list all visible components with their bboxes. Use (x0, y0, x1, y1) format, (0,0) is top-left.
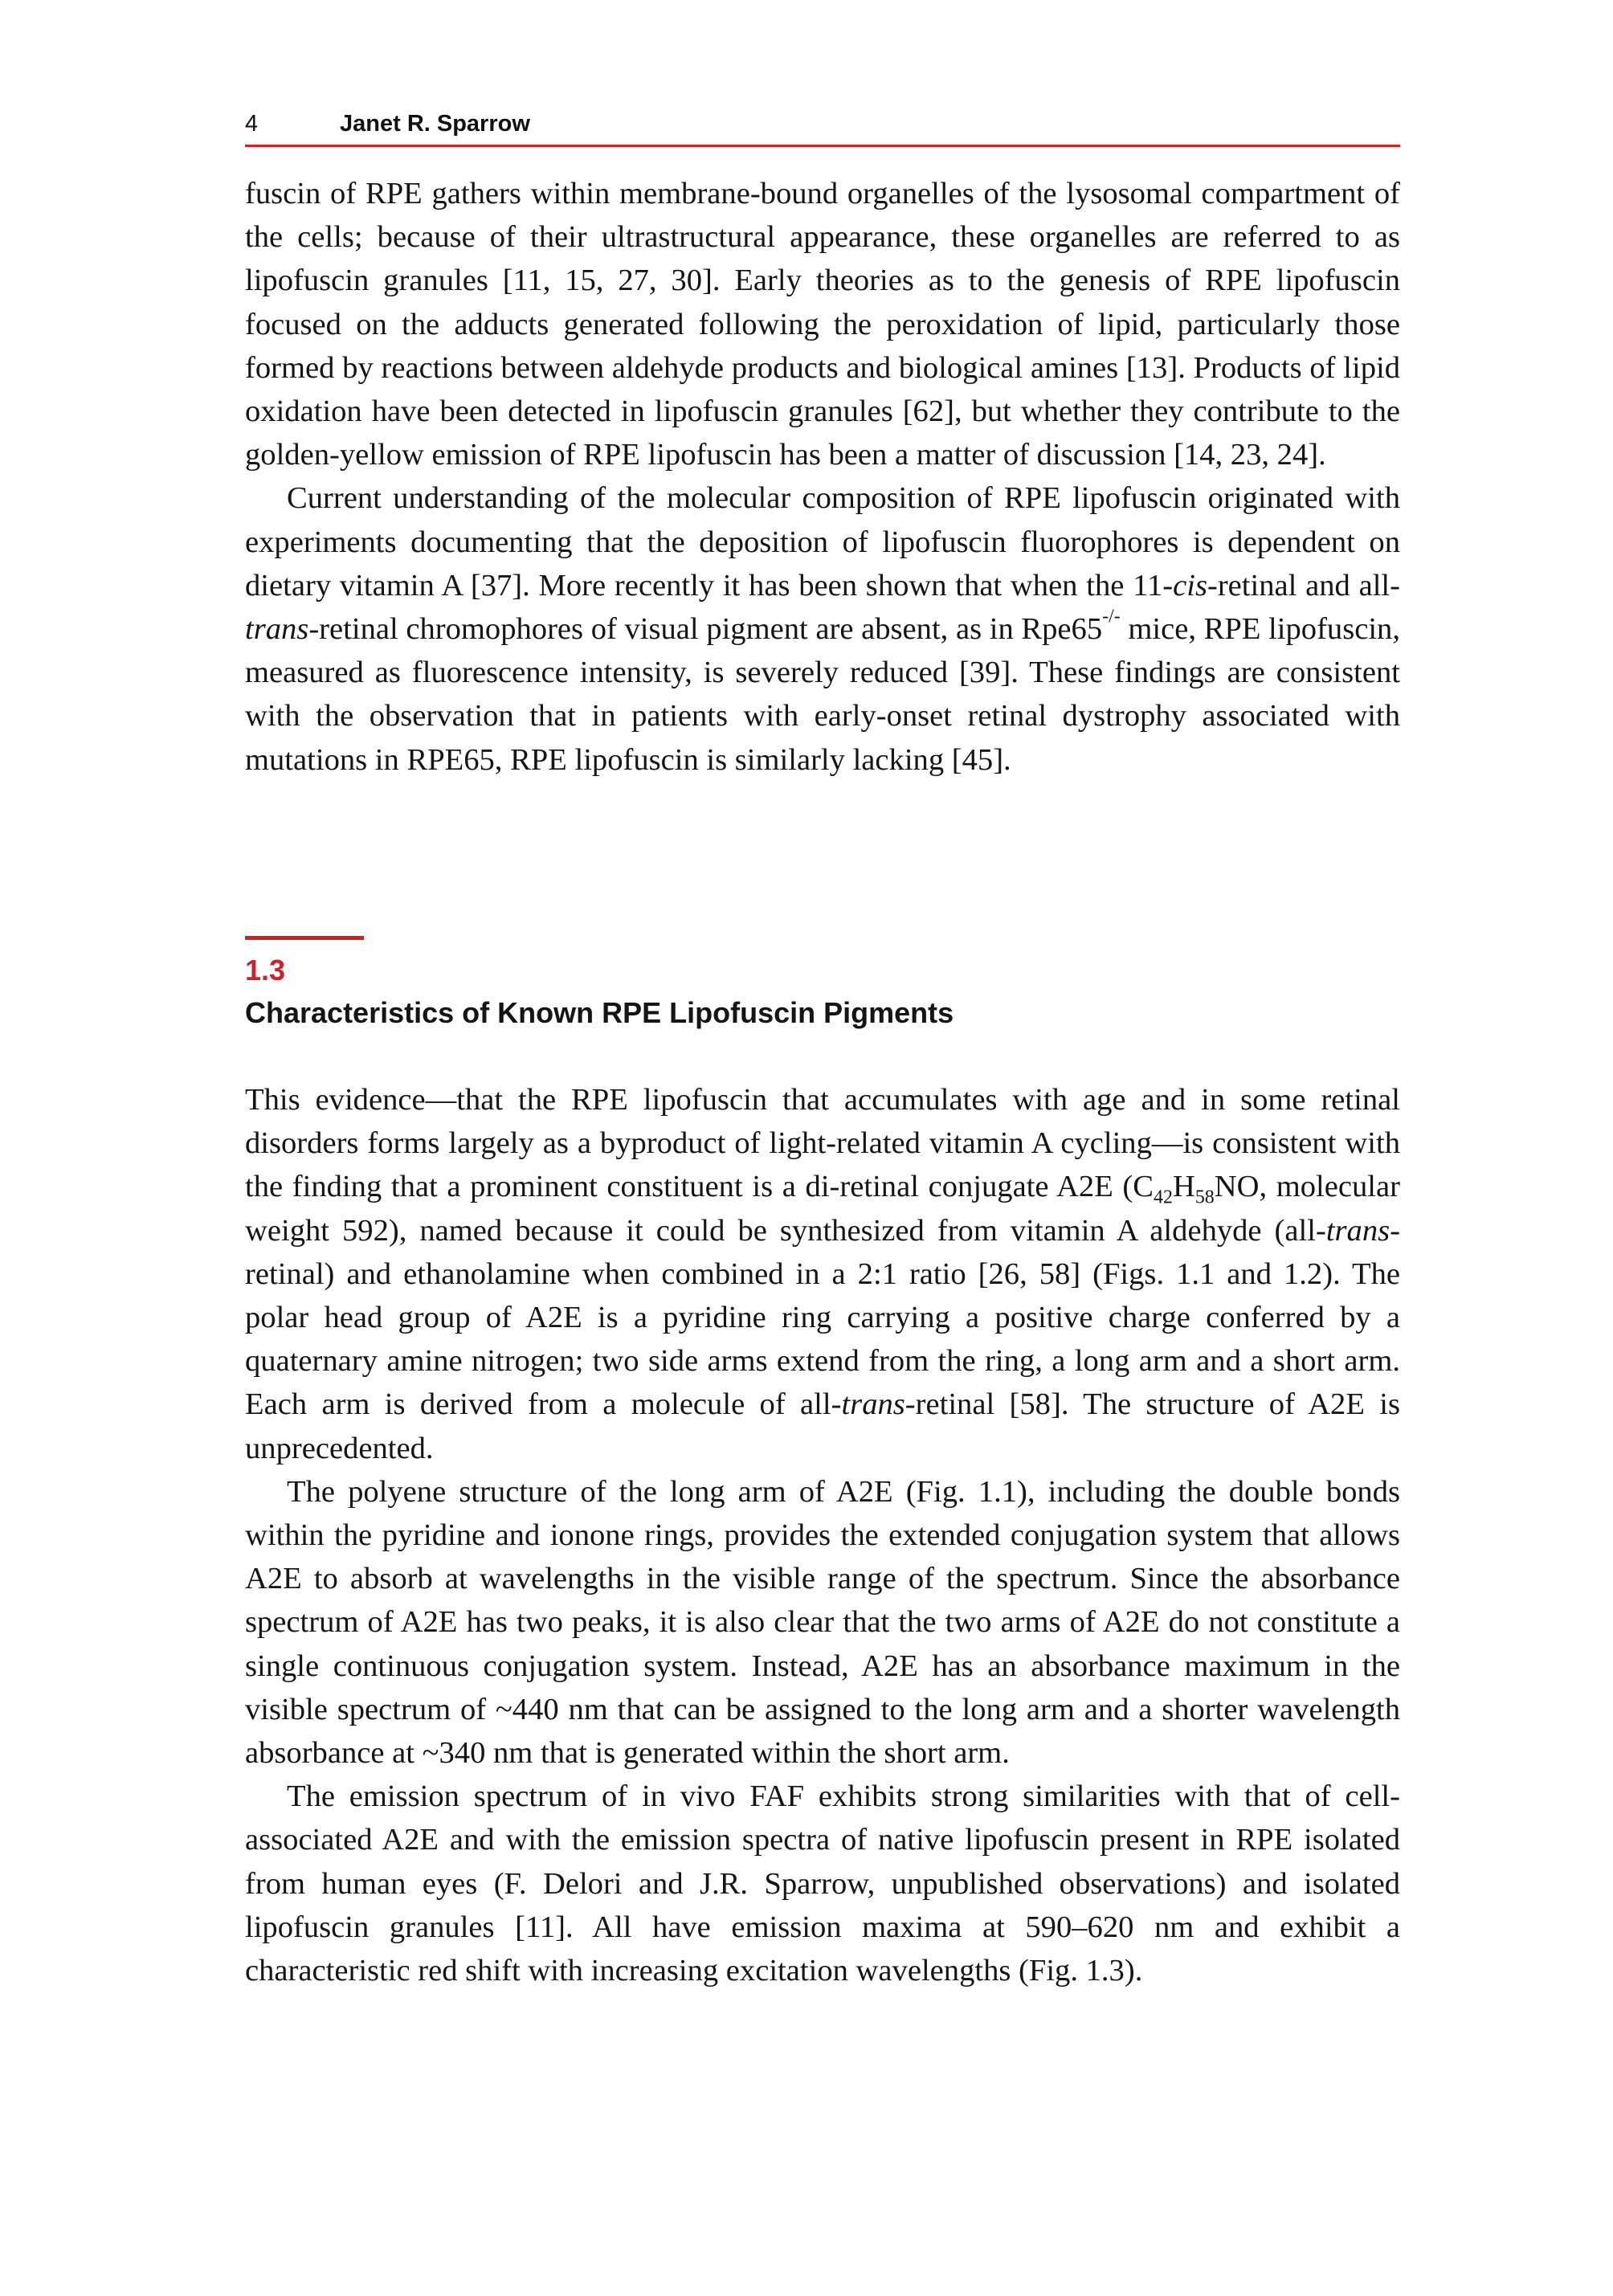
section-title: Characteristics of Known RPE Lipofuscin Pigments (245, 996, 954, 1029)
text-run: This evidence—that the RPE lipofuscin that accumulates with age and in some retinal disorders forms largely as a byproduct of light-related vitamin A cycling—is consistent with the finding that a prominent constituent is a di-retinal conjugate A2E (C (245, 1083, 1400, 1204)
italic-term: trans (1325, 1213, 1390, 1248)
section-number: 1.3 (245, 954, 286, 987)
section-rule (245, 936, 364, 940)
section-text-block (245, 1078, 1400, 1992)
running-head-author: Janet R. Sparrow (340, 111, 530, 137)
intro-text-block (245, 172, 1400, 782)
page-number: 4 (245, 111, 259, 137)
paragraph-2 (245, 476, 1400, 781)
italic-term: trans (245, 612, 309, 647)
subscript: 42 (1154, 1187, 1173, 1209)
running-header (245, 111, 1400, 147)
paragraph-3 (245, 1078, 1400, 1470)
paragraph-4: The polyene structure of the long arm of A2E (Fig. 1.1), including the double bonds within the pyridine and ionone rings, provides the extended conjugation system that allows A2E to absorb at wavelengths in the visible range of the spectrum. Since the absorbance spectrum of A2E has two peaks, it is also clear that the two arms of A2E do not constitute a single continuous conjugation system. Instead, A2E has an absorbance maximum in the visible spectrum of ~440 nm that can be assigned to the long arm and a shorter wavelength absorbance at ~340 nm that is generated within the short arm. (245, 1474, 1400, 1771)
text-run: -retinal chromophores of visual pigment are absent, as in Rpe65 (308, 612, 1103, 647)
subscript: 58 (1194, 1187, 1215, 1209)
text-run: -retinal and all- (1207, 568, 1400, 603)
superscript: -/- (1102, 606, 1121, 627)
text-run: -retinal) and ethanolamine when combined in a 2:1 ratio [26, 58] (Figs. 1.1 and 1.2). The polar head group of A2E is a pyridine ring carrying a positive charge conferred by a quaternary amine nitrogen; two side arms extend from the ring, a long arm and a short arm. Each arm is derived from a molecule of all- (245, 1213, 1400, 1422)
text-run: NO, molecular weight 592), named because it could be synthesized from vitamin A aldehyde (all- (245, 1170, 1400, 1248)
italic-term: trans (841, 1387, 905, 1422)
text-run: mice, RPE lipofuscin, measured as fluorescence intensity, is severely reduced [39]. These findings are consistent with the observation that in patients with early-onset retinal dystrophy associated with mutations in RPE65, RPE lipofuscin is similarly lacking [45]. (245, 612, 1400, 777)
italic-term: cis (1173, 568, 1207, 603)
paragraph-1: fuscin of RPE gathers within membrane-bound organelles of the lysosomal compartment of the cells; because of their ultrastructural appearance, these organelles are referred to as lipofuscin granules [11, 15, 27, 30]. Early theories as to the genesis of RPE lipofuscin focused on the adducts generated following the peroxidation of lipid, particularly those formed by reactions between aldehyde products and biological amines [13]. Products of lipid oxidation have been detected in lipofuscin granules [62], but whether they contribute to the golden-yellow emission of RPE lipofuscin has been a matter of discussion [14, 23, 24]. (245, 177, 1400, 472)
paragraph-5: The emission spectrum of in vivo FAF exhibits strong similarities with that of cell-associated A2E and with the emission spectra of native lipofuscin present in RPE isolated from human eyes (F. Delori and J.R. Sparrow, unpublished observations) and isolated lipofuscin granules [11]. All have emission maxima at 590–620 nm and exhibit a characteristic red shift with increasing excitation wavelengths (Fig. 1.3). (245, 1779, 1400, 1988)
text-run: -retinal [58]. The structure of A2E is unprecedented. (245, 1387, 1400, 1465)
text-run: H (1172, 1170, 1195, 1204)
text-run: Current understanding of the molecular composition of RPE lipofuscin originated with experiments documenting that the deposition of lipofuscin fluorophores is dependent on dietary vitamin A [37]. More recently it has been shown that when the 11- (245, 481, 1400, 603)
